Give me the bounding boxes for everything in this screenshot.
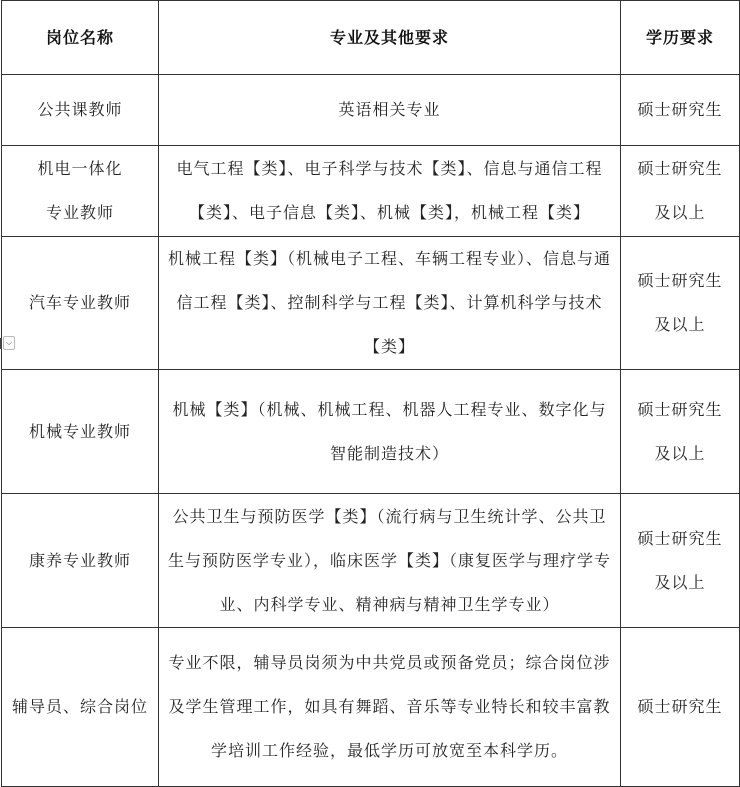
- table-row: [2, 628, 740, 787]
- cell-position: 辅导员、综合岗位: [2, 628, 159, 787]
- row-handle[interactable]: [0, 335, 22, 351]
- header-requirements: 专业及其他要求: [159, 1, 621, 75]
- cell-requirements: 公共卫生与预防医学【类】（流行病与卫生统计学、公共卫生与预防医学专业），临床医学【类】（康复医学与理疗学专业、内科学专业、精神病与精神卫生学专业）: [159, 494, 621, 628]
- cell-education: 硕士研究生: [621, 75, 740, 146]
- cell-education: 硕士研究生: [621, 628, 740, 787]
- drag-handle-icon[interactable]: [0, 338, 2, 349]
- table-row: [2, 494, 740, 628]
- cell-requirements: 机械【类】（机械、机械工程、机器人工程专业、数字化与智能制造技术）: [159, 370, 621, 494]
- table-row: [2, 146, 740, 237]
- cell-education: 硕士研究生及以上: [621, 237, 740, 370]
- cell-position: 机电一体化专业教师: [2, 146, 159, 237]
- cell-education: 硕士研究生及以上: [621, 370, 740, 494]
- cell-position: 汽车专业教师: [2, 237, 159, 370]
- cell-education: 硕士研究生及以上: [621, 146, 740, 237]
- cell-position: 公共课教师: [2, 75, 159, 146]
- chevron-down-icon[interactable]: ⌵: [3, 336, 15, 350]
- table-header-row: [2, 1, 740, 75]
- cell-position: 康养专业教师: [2, 494, 159, 628]
- cell-requirements: 电气工程【类】、电子科学与技术【类】、信息与通信工程【类】、电子信息【类】、机械【类】，机械工程【类】: [159, 146, 621, 237]
- cell-position: 机械专业教师: [2, 370, 159, 494]
- cell-education: 硕士研究生及以上: [621, 494, 740, 628]
- cell-requirements: 专业不限，辅导员岗须为中共党员或预备党员；综合岗位涉及学生管理工作，如具有舞蹈、音乐等专业特长和较丰富教学培训工作经验，最低学历可放宽至本科学历。: [159, 628, 621, 787]
- table-row: [2, 370, 740, 494]
- job-requirements-table: [1, 0, 740, 787]
- cell-requirements: 机械工程【类】（机械电子工程、车辆工程专业）、信息与通信工程【类】、控制科学与工程【类】、计算机科学与技术【类】: [159, 237, 621, 370]
- table-row: [2, 237, 740, 370]
- header-position: 岗位名称: [2, 1, 159, 75]
- table-row: [2, 75, 740, 146]
- cell-requirements: 英语相关专业: [159, 75, 621, 146]
- header-education: 学历要求: [621, 1, 740, 75]
